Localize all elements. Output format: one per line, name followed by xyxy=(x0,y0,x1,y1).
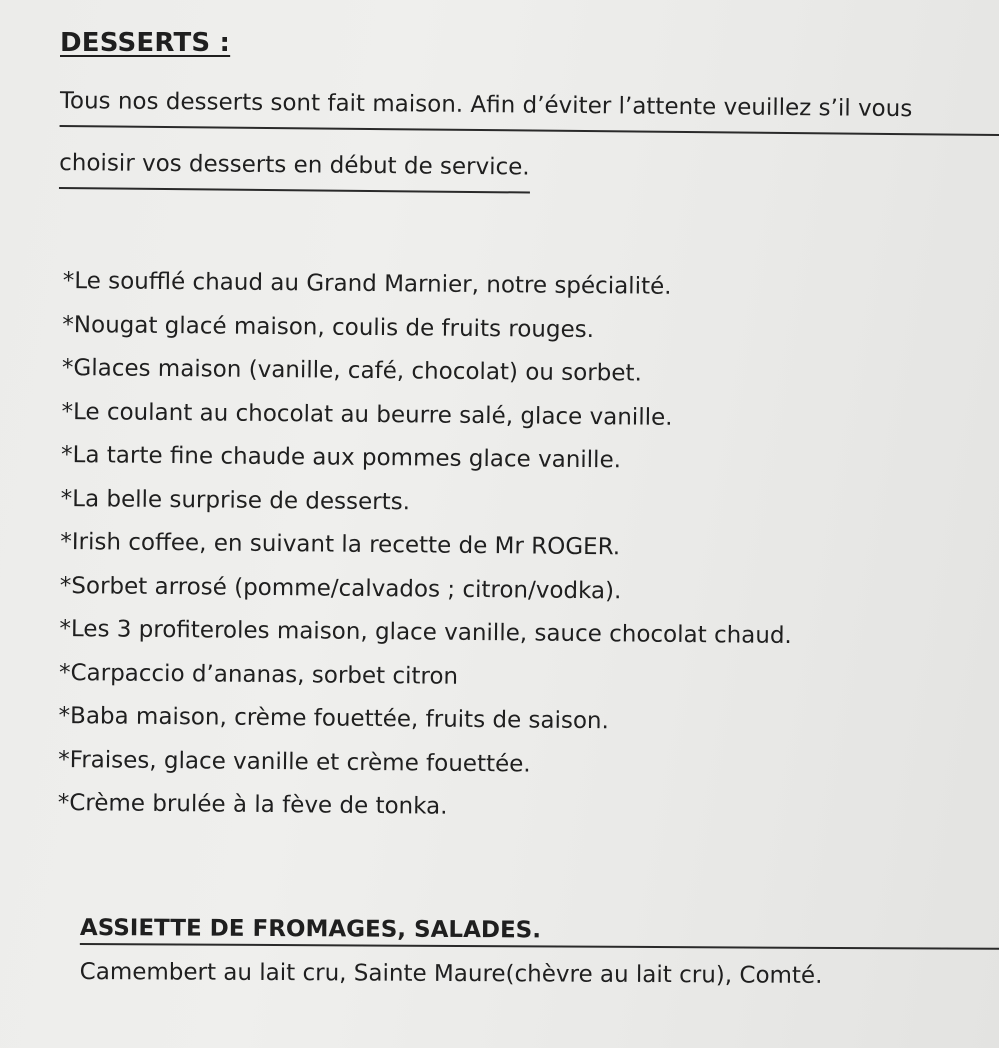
dessert-item: *Crème brulée à la fève de tonka. xyxy=(57,789,448,820)
intro-line-2: choisir vos desserts en début de service. xyxy=(59,142,530,194)
dessert-list xyxy=(58,260,796,833)
cheese-section xyxy=(80,915,999,990)
dessert-item: *La belle surprise de desserts. xyxy=(60,485,411,515)
intro-line-1: Tous nos desserts sont fait maison. Afin d’éviter l’attente veuillez s’il vous xyxy=(60,80,999,136)
desserts-title: DESSERTS : xyxy=(60,28,231,58)
dessert-item: *Baba maison, crème fouettée, fruits de saison. xyxy=(58,702,610,735)
dessert-item: *La tarte fine chaude aux pommes glace vanille. xyxy=(61,441,622,474)
dessert-item: *Le coulant au chocolat au beurre salé, glace vanille. xyxy=(61,398,673,431)
dessert-item: *Nougat glacé maison, coulis de fruits rouges. xyxy=(62,311,595,343)
dessert-item: *Carpaccio d’ananas, sorbet citron xyxy=(58,659,459,690)
dessert-item: *Fraises, glace vanille et crème fouettée. xyxy=(58,746,531,778)
dessert-item: *Le soufflé chaud au Grand Marnier, notre spécialité. xyxy=(62,267,672,300)
cheese-title: ASSIETTE DE FROMAGES, SALADES. xyxy=(80,915,999,950)
dessert-item: *Irish coffee, en suivant la recette de Mr ROGER. xyxy=(60,528,621,561)
cheese-text: Camembert au lait cru, Sainte Maure(chèvre au lait cru), Comté. xyxy=(79,958,823,989)
dessert-item: *Sorbet arrosé (pomme/calvados ; citron/vodka). xyxy=(59,572,622,604)
dessert-item: *Glaces maison (vanille, café, chocolat) ou sorbet. xyxy=(61,354,642,387)
desserts-intro xyxy=(59,80,999,198)
dessert-item: *Les 3 profiteroles maison, glace vanille, sauce chocolat chaud. xyxy=(59,615,792,650)
